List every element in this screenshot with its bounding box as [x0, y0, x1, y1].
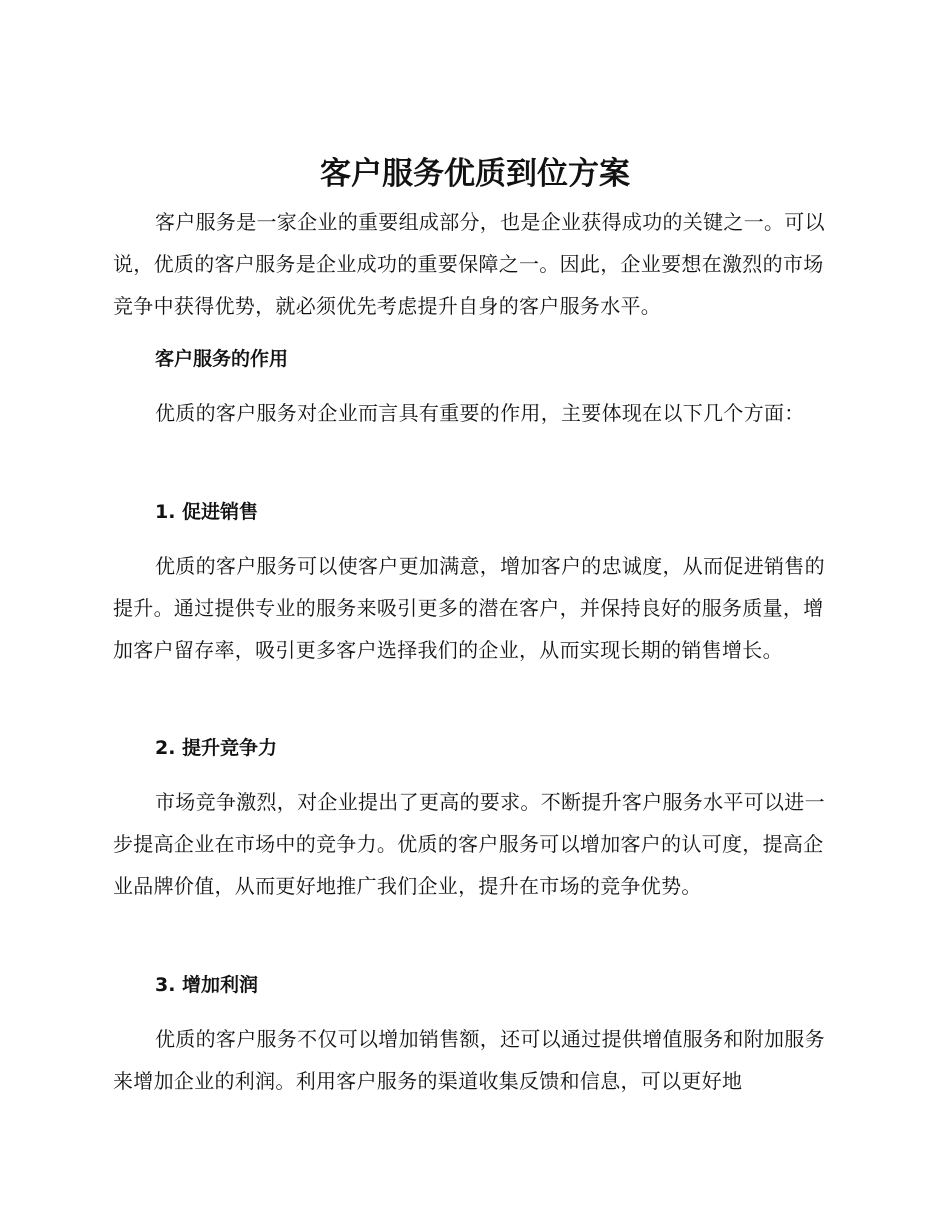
- item-paragraph-profit: 优质的客户服务不仅可以增加销售额，还可以通过提供增值服务和附加服务来增加企业的利润。利用客户服务的渠道收集反馈和信息，可以更好地: [113, 1027, 825, 1093]
- section-intro-paragraph: 优质的客户服务对企业而言具有重要的作用，主要体现在以下几个方面：: [155, 401, 805, 425]
- document-title: 客户服务优质到位方案: [320, 156, 630, 192]
- item-heading-competitiveness: 2. 提升竞争力: [155, 737, 278, 759]
- item-heading-profit: 3. 增加利润: [155, 974, 259, 996]
- item-paragraph-competitiveness: 市场竞争激烈，对企业提出了更高的要求。不断提升客户服务水平可以进一步提高企业在市场中的竞争力。优质的客户服务可以增加客户的认可度，提高企业品牌价值，从而更好地推广我们企业，提升在市场的竞争优势。: [113, 790, 825, 898]
- intro-paragraph: 客户服务是一家企业的重要组成部分，也是企业获得成功的关键之一。可以说，优质的客户服务是企业成功的重要保障之一。因此，企业要想在激烈的市场竞争中获得优势，就必须优先考虑提升自身的客户服务水平。: [113, 210, 825, 318]
- item-heading-sales: 1. 促进销售: [155, 501, 259, 523]
- item-paragraph-sales: 优质的客户服务可以使客户更加满意，增加客户的忠诚度，从而促进销售的提升。通过提供专业的服务来吸引更多的潜在客户，并保持良好的服务质量，增加客户留存率，吸引更多客户选择我们的企业，从而实现长期的销售增长。: [113, 554, 825, 662]
- section-heading: 客户服务的作用: [155, 348, 289, 370]
